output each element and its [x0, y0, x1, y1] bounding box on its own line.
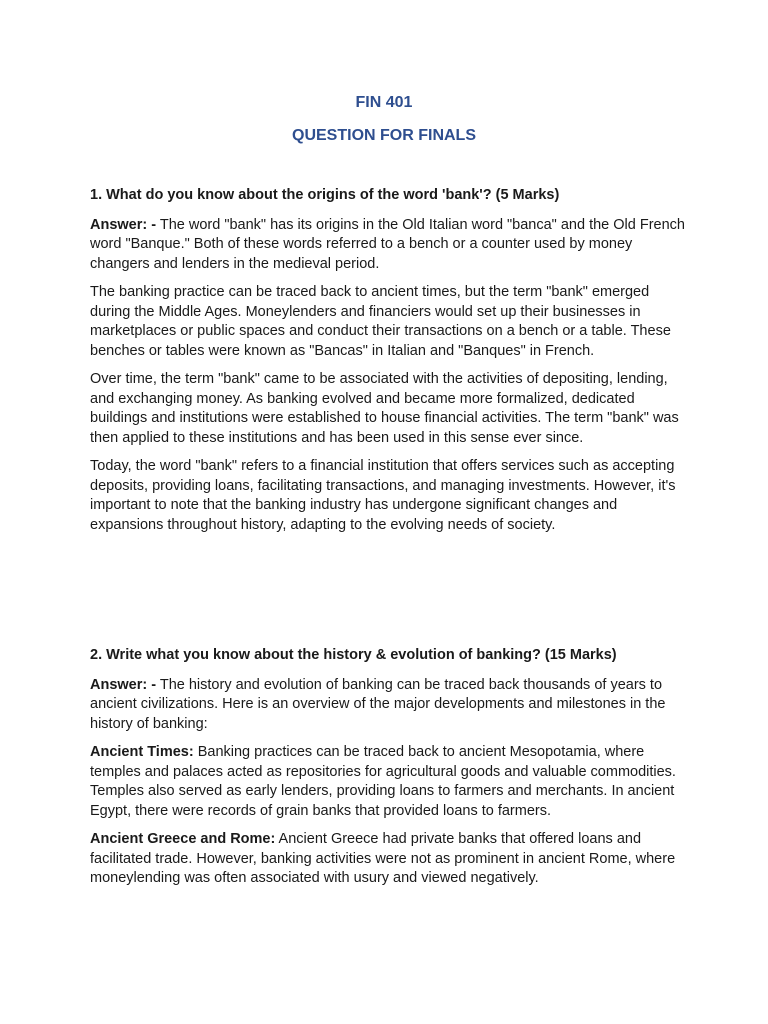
answer-text: The history and evolution of banking can be traced back thousands of years to ancient civilizations. Here is an overview of the major developments and milestones in the history of banking:	[90, 676, 666, 732]
greece-rome-paragraph	[90, 830, 690, 889]
answer-label: Answer: -	[90, 216, 157, 233]
ancient-times-paragraph	[90, 743, 690, 821]
ancient-times-text: Banking practices can be traced back to ancient Mesopotamia, where temples and palaces acted as repositories for agricultural goods and valuable commodities. Temples also served as early lenders, providing loans to farmers and merchants. In ancient Egypt, there were records of grain banks that provided loans to farmers.	[90, 744, 676, 819]
document-subtitle: QUESTION FOR FINALS	[292, 127, 476, 144]
question-1-answer	[90, 216, 690, 275]
answer-label: Answer: -	[90, 676, 157, 693]
greece-rome-label: Ancient Greece and Rome:	[90, 831, 276, 847]
course-title: FIN 401	[355, 94, 413, 111]
ancient-times-label: Ancient Times:	[90, 744, 194, 760]
question-1-paragraph-3: Over time, the term "bank" came to be associated with the activities of depositing, lending, and exchanging money. As banking evolved and became more formalized, dedicated buildings and institutions were established to house financial activities. The term "bank" was then applied to these institutions and has been used in this sense ever since.	[90, 371, 679, 446]
question-1-section	[90, 186, 690, 535]
question-2-answer	[90, 676, 690, 735]
question-1-heading: 1. What do you know about the origins of the word 'bank'? (5 Marks)	[90, 187, 560, 203]
question-2-section	[90, 646, 690, 889]
greece-rome-text: Ancient Greece had private banks that offered loans and facilitated trade. However, banking activities were not as prominent in ancient Rome, where moneylending was often associated with usury and viewed negatively.	[90, 831, 676, 886]
question-1-paragraph-2: The banking practice can be traced back to ancient times, but the term "bank" emerged during the Middle Ages. Moneylenders and financiers would set up their businesses in marketplaces or public spaces and conduct their transactions on a bench or a table. These benches or tables were known as "Bancas" in Italian and "Banques" in French.	[90, 284, 671, 359]
answer-text: The word "bank" has its origins in the Old Italian word "banca" and the Old French word "Banque." Both of these words referred to a bench or a counter used by money changers and lenders in the medieval period.	[90, 216, 685, 272]
question-2-heading: 2. Write what you know about the history & evolution of banking? (15 Marks)	[90, 647, 617, 663]
question-1-paragraph-4: Today, the word "bank" refers to a financial institution that offers services such as accepting deposits, providing loans, facilitating transactions, and managing investments. However, it's important to note that the banking industry has undergone significant changes and expansions throughout history, adapting to the evolving needs of society.	[90, 458, 676, 533]
